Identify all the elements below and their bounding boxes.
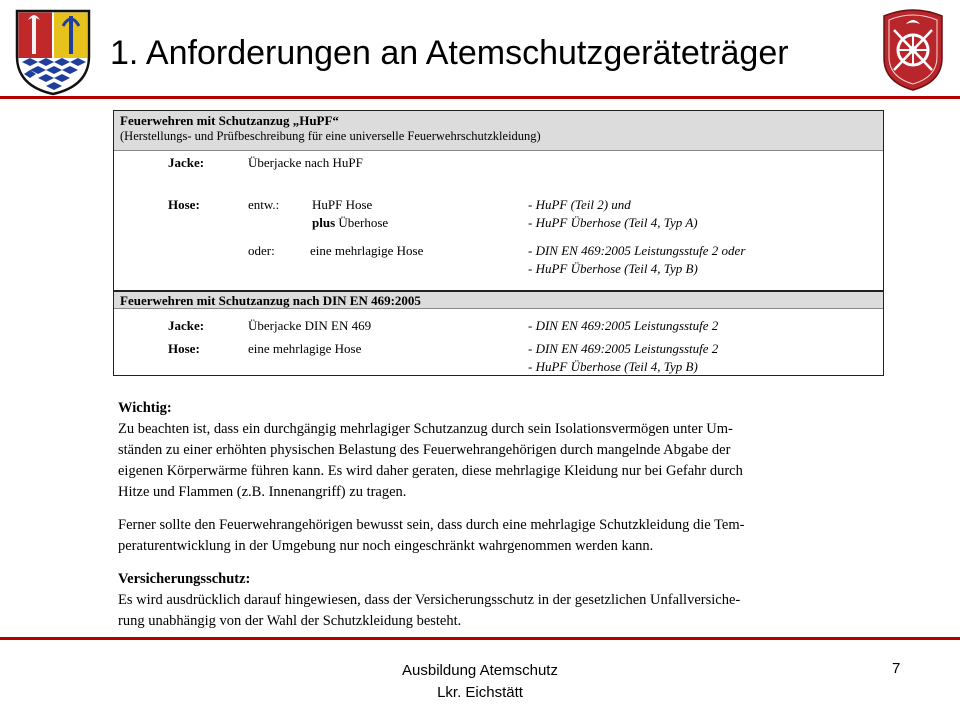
- page-title: 1. Anforderungen an Atemschutzgeräteträger: [110, 34, 789, 72]
- section2-header: [114, 290, 883, 309]
- section1-oder-spec2: - HuPF Überhose (Teil 4, Typ B): [528, 261, 698, 276]
- section1-entw-spec1: - HuPF (Teil 2) und: [528, 197, 631, 212]
- section2-hose-spec1: - DIN EN 469:2005 Leistungsstufe 2: [528, 341, 719, 356]
- versicherung-heading: Versicherungsschutz:: [118, 571, 251, 587]
- header-divider: [0, 96, 960, 99]
- section2-hose-label: Hose:: [168, 341, 200, 356]
- page-number: 7: [892, 660, 901, 677]
- section1-entw-item2: [312, 215, 388, 231]
- section1-entw-label: entw.:: [248, 197, 280, 212]
- wichtig-line-1: Zu beachten ist, dass ein durchgängig mehrlagiger Schutzanzug durch sein Isolationsvermögen unter Um-: [118, 421, 733, 437]
- section2-jacke-label: Jacke:: [168, 318, 205, 333]
- wichtig-line-2: ständen zu einer erhöhten physischen Belastung des Feuerwehrangehörigen durch mangelnde Abgabe der: [118, 442, 731, 458]
- section1-jacke-value: Überjacke nach HuPF: [248, 155, 363, 170]
- footer-line-2: Lkr. Eichstätt: [437, 684, 523, 701]
- section1-entw-spec2: - HuPF Überhose (Teil 4, Typ A): [528, 215, 698, 230]
- wichtig-heading: Wichtig:: [118, 400, 172, 416]
- section1-hose-label: Hose:: [168, 197, 200, 212]
- district-coat-of-arms-icon: [14, 8, 92, 96]
- section2-hose-spec2: - HuPF Überhose (Teil 4, Typ B): [528, 359, 698, 374]
- section2-jacke-spec: - DIN EN 469:2005 Leistungsstufe 2: [528, 318, 719, 333]
- section1-oder-item: eine mehrlagige Hose: [310, 243, 424, 258]
- wichtig-line-4: Hitze und Flammen (z.B. Innenangriff) zu tragen.: [118, 484, 407, 500]
- section1-oder-label: oder:: [248, 243, 275, 258]
- section2-jacke-value: Überjacke DIN EN 469: [248, 318, 372, 333]
- notes-block: [118, 398, 888, 632]
- versicherung-line-1: Es wird ausdrücklich darauf hingewiesen, dass der Versicherungsschutz in der gesetzlichen Unfallversiche-: [118, 592, 741, 608]
- footer: [330, 660, 630, 704]
- section1-oder-spec1: - DIN EN 469:2005 Leistungsstufe 2 oder: [528, 243, 746, 258]
- footer-line-1: Ausbildung Atemschutz: [402, 662, 558, 679]
- section2-heading: Feuerwehren mit Schutzanzug nach DIN EN 469:2005: [120, 293, 421, 308]
- section2-hose-value: eine mehrlagige Hose: [248, 341, 362, 356]
- section1-header: [114, 111, 883, 151]
- ferner-line-2: peraturentwicklung in der Umgebung nur noch eingeschränkt wahrgenommen werden kann.: [118, 538, 654, 554]
- versicherung-line-2: rung unabhängig von der Wahl der Schutzkleidung besteht.: [118, 613, 462, 629]
- footer-divider: [0, 637, 960, 640]
- section1-entw-item1: HuPF Hose: [312, 197, 373, 212]
- section1-subheading: (Herstellungs- und Prüfbeschreibung für eine universelle Feuerwehrschutzkleidung): [120, 129, 541, 143]
- wichtig-line-3: eigenen Körperwärme führen kann. Es wird daher geraten, diese mehrlagige Kleidung nur bei Gefahr durch: [118, 463, 743, 479]
- section1-entw-item2-bold: plus: [312, 215, 336, 230]
- protective-suit-table: [113, 110, 884, 376]
- section1-heading: Feuerwehren mit Schutzanzug „HuPF“: [120, 113, 339, 128]
- fire-brigade-emblem-icon: [880, 6, 946, 92]
- ferner-line-1: Ferner sollte den Feuerwehrangehörigen bewusst sein, dass durch eine mehrlagige Schutzkleidung die Tem-: [118, 517, 745, 533]
- section1-entw-item2-rest: Überhose: [335, 215, 389, 230]
- section1-jacke-label: Jacke:: [168, 155, 205, 170]
